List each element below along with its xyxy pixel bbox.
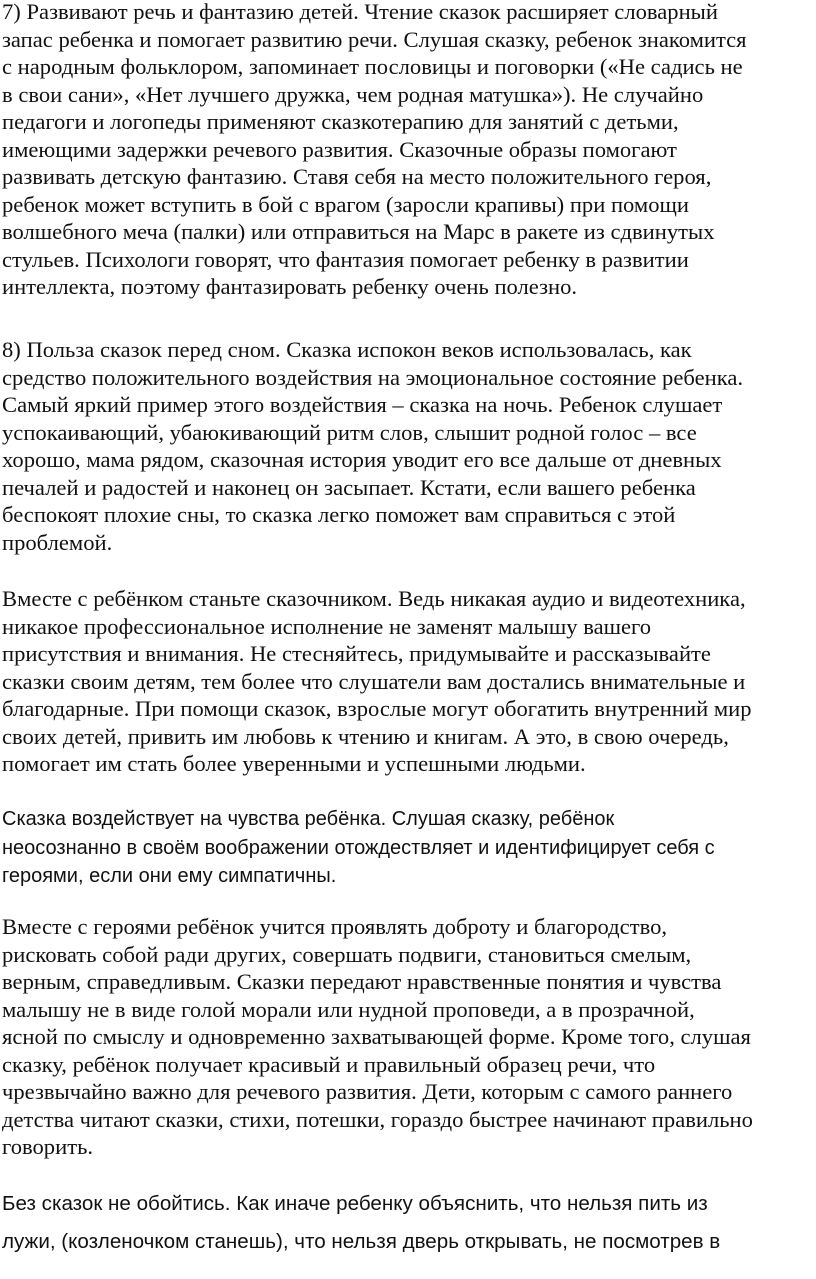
text-line: хорошо, мама рядом, сказочная история уводит его все дальше от дневных xyxy=(2,447,722,472)
text-line: Вместе с героями ребёнок учится проявлять доброту и благородство, xyxy=(2,914,668,939)
text-line: беспокоят плохие сны, то сказка легко поможет вам справиться с этой xyxy=(2,502,676,527)
text-line: чрезвычайно важно для речевого развития. Дети, которым с самого раннего xyxy=(2,1079,733,1104)
text-line: имеющими задержки речевого развития. Сказочные образы помогают xyxy=(2,136,677,162)
text-line: 8) Польза сказок перед сном. Сказка испокон веков использовалась, как xyxy=(2,337,692,362)
text-line: успокаивающий, убаюкивающий ритм слов, слышит родной голос – все xyxy=(2,419,697,445)
text-line: рисковать собой ради других, совершать подвиги, становиться смелым, xyxy=(2,941,692,967)
text-line: говорить. xyxy=(2,1134,94,1159)
text-line: интеллекта, поэтому фантазировать ребенку очень полезно. xyxy=(2,274,578,299)
paragraph-become-storyteller xyxy=(2,585,814,778)
text-line: средство положительного воздействия на эмоциональное состояние ребенка. xyxy=(2,364,744,390)
text-line: благодарные. При помощи сказок, взрослые могут обогатить внутренний мир xyxy=(2,696,752,721)
text-line: Без сказок не обойтись. Как иначе ребенку объяснить, что нельзя пить из xyxy=(2,1192,708,1215)
text-line: детства читают сказки, стихи, потешки, гораздо быстрее начинают правильно xyxy=(2,1106,753,1132)
text-line: запас ребенка и помогает развитию речи. Слушая сказку, ребенок знакомится xyxy=(2,26,747,52)
text-line: развивать детскую фантазию. Ставя себя на место положительного героя, xyxy=(2,164,712,189)
text-line: ясной по смыслу и одновременно захватывающей форме. Кроме того, слушая xyxy=(2,1024,751,1049)
text-line: верным, справедливым. Сказки передают нравственные понятия и чувства xyxy=(2,969,722,994)
text-line: 7) Развивают речь и фантазию детей. Чтение сказок расширяет словарный xyxy=(2,0,718,24)
paragraph-heroes-moral-values xyxy=(2,913,814,1161)
text-line: присутствия и внимания. Не стесняйтесь, придумывайте и рассказывайте xyxy=(2,641,711,666)
text-line: никакое профессиональное исполнение не заменят малышу вашего xyxy=(2,613,652,639)
text-line: с народным фольклором, запоминает пословицы и поговорки («Не садись не xyxy=(2,54,743,79)
text-line: сказки своим детям, тем более что слушатели вам достались внимательные и xyxy=(2,668,746,694)
text-line: сказку, ребёнок получает красивый и правильный образец речи, что xyxy=(2,1051,656,1077)
text-line: стульев. Психологи говорят, что фантазия помогает ребенку в развитии xyxy=(2,246,689,272)
paragraph-bedtime-stories xyxy=(2,336,814,556)
paragraph-fairy-tales-speech-imagination xyxy=(2,0,814,301)
text-line: неосознанно в своём воображении отождествляет и идентифицирует себя с xyxy=(2,836,715,859)
paragraph-emotional-impact xyxy=(2,805,814,891)
text-line: помогает им стать более уверенными и успешными людьми. xyxy=(2,751,586,776)
text-line: педагоги и логопеды применяют сказкотерапию для занятий с детьми, xyxy=(2,109,679,134)
text-line: волшебного меча (палки) или отправиться на Марс в ракете из сдвинутых xyxy=(2,219,715,244)
text-line: Самый яркий пример этого воздействия – сказка на ночь. Ребенок слушает xyxy=(2,392,723,417)
text-line: малышу не в виде голой морали или нудной проповеди, а в прозрачной, xyxy=(2,996,695,1022)
text-line: ребенок может вступить в бой с врагом (заросли крапивы) при помощи xyxy=(2,191,689,217)
text-line: лужи, (козленочком станешь), что нельзя дверь открывать, не посмотрев в xyxy=(2,1230,721,1253)
text-line: своих детей, привить им любовь к чтению и книгам. А это, в свою очередь, xyxy=(2,723,729,749)
text-line: в свои сани», «Нет лучшего дружка, чем родная матушка»). Не случайно xyxy=(2,81,704,107)
text-line: печалей и радостей и наконец он засыпает. Кстати, если вашего ребенка xyxy=(2,474,696,500)
text-line: Сказка воздействует на чувства ребёнка. Слушая сказку, ребёнок xyxy=(2,808,615,830)
text-line: героями, если они ему симпатичны. xyxy=(2,865,337,887)
paragraph-cannot-do-without-tales xyxy=(2,1185,814,1261)
text-line: проблемой. xyxy=(2,529,113,555)
text-line: Вместе с ребёнком станьте сказочником. Ведь никакая аудио и видеотехника, xyxy=(2,586,746,611)
